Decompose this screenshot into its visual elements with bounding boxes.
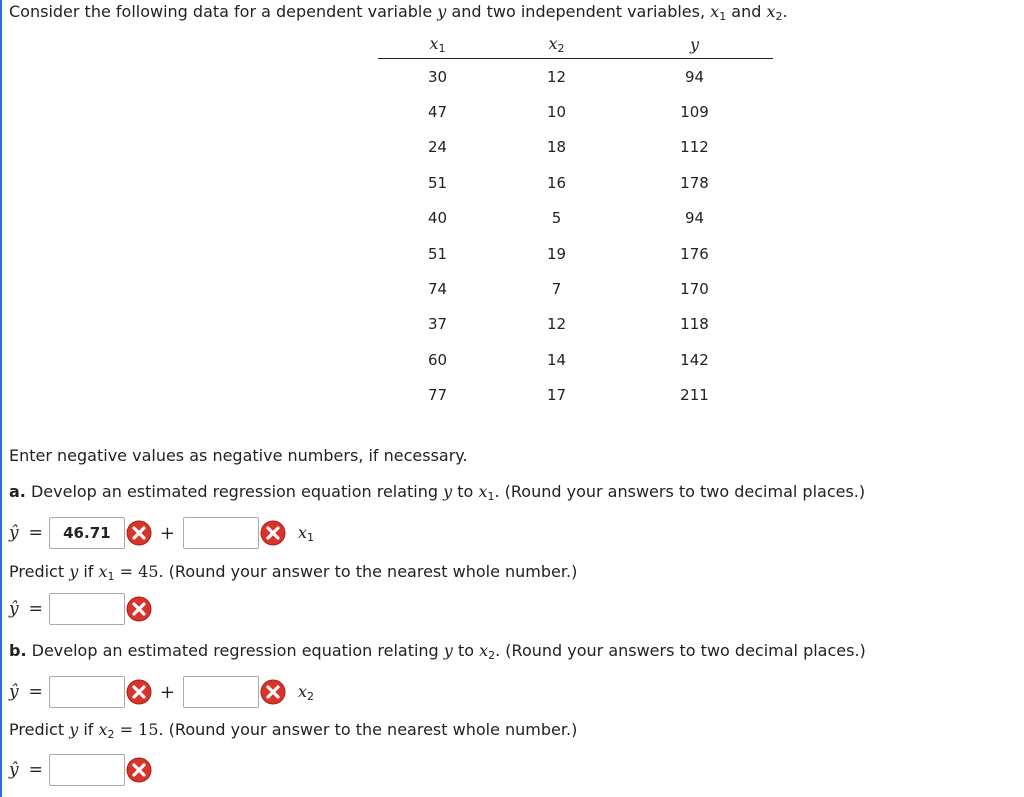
table-cell: 211 (680, 386, 709, 405)
table-row (378, 94, 773, 129)
table-cell: 5 (551, 209, 562, 228)
table-header-row (378, 30, 773, 59)
table-cell: 74 (427, 280, 448, 299)
table-cell: 51 (427, 173, 448, 192)
table-cell: 18 (546, 138, 567, 157)
incorrect-icon (260, 520, 286, 546)
table-row (378, 59, 773, 95)
part-a-prediction: ŷ = (9, 591, 152, 627)
table-row (378, 342, 773, 377)
table-cell: 94 (684, 209, 705, 228)
part-b-prediction-input[interactable] (49, 754, 125, 786)
table-cell: 7 (551, 280, 562, 299)
part-b-slope-input[interactable] (183, 676, 259, 708)
part-b-instruction: b. Develop an estimated regression equation relating y to $x_2$. (Round your answers to two decimal places.) (9, 641, 866, 662)
table-cell: 142 (680, 350, 709, 369)
part-a-instruction: a. Develop an estimated regression equation relating y to $x_1$. (Round your answers to two decimal places.) (9, 482, 866, 503)
table-cell: 51 (427, 244, 448, 263)
table-cell: 176 (680, 244, 709, 263)
table-cell: 14 (546, 350, 567, 369)
table-cell: 94 (684, 67, 705, 86)
header-y: y (616, 30, 773, 59)
part-b-intercept-input[interactable] (49, 676, 125, 708)
table-cell: 30 (427, 67, 448, 86)
negative-values-note: Enter negative values as negative numbers, if necessary. (9, 446, 468, 465)
table-cell: 24 (427, 138, 448, 157)
table-cell: 47 (427, 103, 448, 122)
table-cell: 10 (546, 103, 567, 122)
part-b-prediction: ŷ = (9, 752, 152, 788)
data-table (378, 30, 773, 413)
table-cell: 112 (680, 138, 709, 157)
part-b-predict-instruction: Predict y if $x_2 = 15$. (Round your answer to the nearest whole number.) (9, 720, 578, 741)
incorrect-icon (126, 596, 152, 622)
table-cell: 170 (680, 280, 709, 299)
intro-text: Consider the following data for a dependent variable y and two independent variables, $x_1$ and $x_2$. (9, 2, 788, 23)
table-row (378, 236, 773, 271)
table-cell: 178 (680, 173, 709, 192)
part-b-equation: ŷ = + $x_2$ (9, 674, 314, 710)
table-row (378, 130, 773, 165)
header-x1: $x_1$ (378, 30, 497, 59)
part-a-prediction-input[interactable] (49, 593, 125, 625)
yhat-symbol: ŷ (9, 760, 19, 780)
table-cell: 19 (546, 244, 567, 263)
x1-variable: $x_1$ (297, 522, 314, 544)
yhat-symbol: ŷ (9, 682, 19, 702)
left-border (0, 0, 2, 797)
table-cell: 40 (427, 209, 448, 228)
part-a-intercept-input[interactable]: 46.71 (49, 517, 125, 549)
table-cell: 16 (546, 173, 567, 192)
part-a-slope-input[interactable] (183, 517, 259, 549)
incorrect-icon (126, 757, 152, 783)
table-cell: 12 (546, 67, 567, 86)
incorrect-icon (126, 679, 152, 705)
yhat-symbol: ŷ (9, 599, 19, 619)
table-row (378, 165, 773, 200)
incorrect-icon (126, 520, 152, 546)
table-row (378, 271, 773, 306)
incorrect-icon (260, 679, 286, 705)
x2-variable: $x_2$ (297, 681, 314, 703)
table-cell: 77 (427, 386, 448, 405)
table-cell: 118 (680, 315, 709, 334)
yhat-symbol: ŷ (9, 523, 19, 543)
table-row (378, 307, 773, 342)
table-cell: 12 (546, 315, 567, 334)
table-cell: 109 (680, 103, 709, 122)
table-row (378, 378, 773, 413)
part-a-equation: ŷ = 46.71 + $x_1$ (9, 515, 314, 551)
table-cell: 60 (427, 350, 448, 369)
table-row (378, 201, 773, 236)
header-x2: $x_2$ (497, 30, 616, 59)
table-cell: 17 (546, 386, 567, 405)
table-cell: 37 (427, 315, 448, 334)
part-a-predict-instruction: Predict y if $x_1 = 45$. (Round your answer to the nearest whole number.) (9, 562, 578, 583)
